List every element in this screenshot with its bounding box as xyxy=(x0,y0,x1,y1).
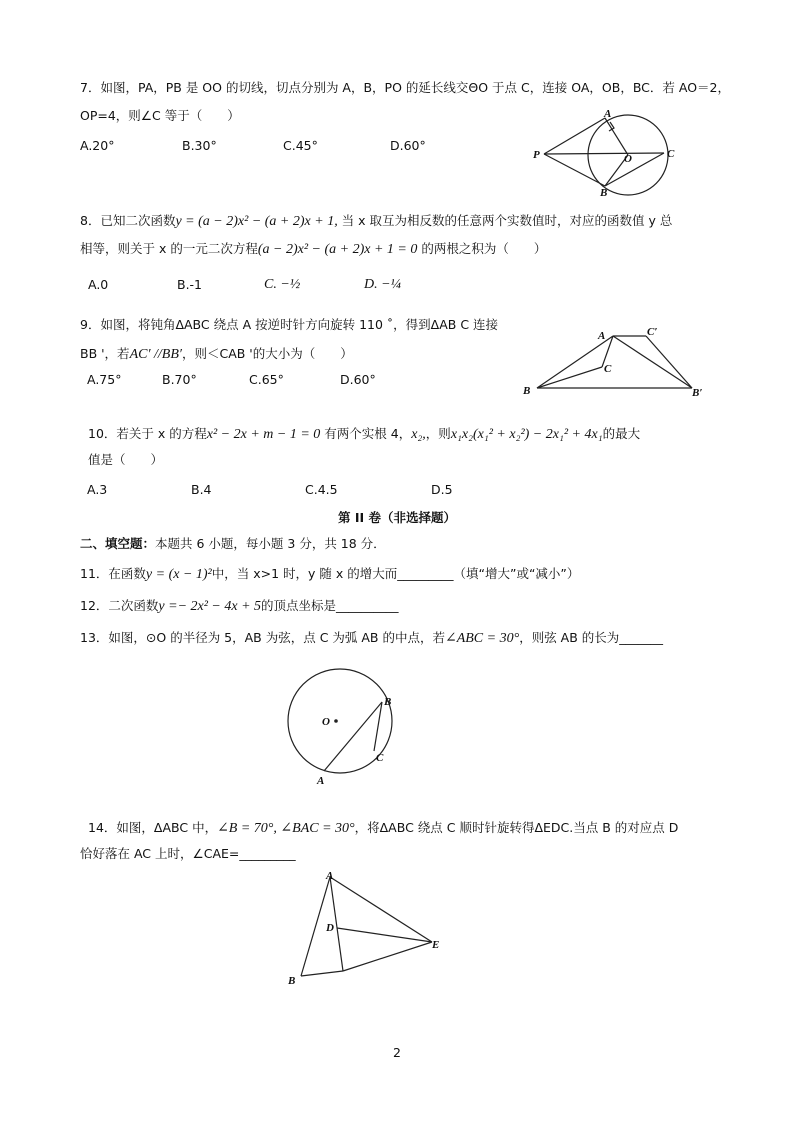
q13-label-c: C xyxy=(376,752,384,764)
q14-text: ，将ΔABC 绕点 C 顺时针旋转得ΔEDC.当点 B 的对应点 D xyxy=(354,820,679,835)
q8-stem-line1 xyxy=(80,213,672,230)
q7-option-c: C.45° xyxy=(283,138,318,153)
q9-text: ，则＜CAB '的大小为（ ） xyxy=(181,346,353,361)
part2-title: 第 II 卷（非选择题） xyxy=(337,510,456,525)
q8-function: y = (a − 2)x² − (a + 2)x + 1, xyxy=(175,214,338,229)
q8-option-b: B.-1 xyxy=(177,277,203,292)
q14-text: 14．如图，ΔABC 中， xyxy=(88,820,218,835)
q7-option-a: A.20° xyxy=(80,138,115,153)
q12-stem xyxy=(80,598,399,615)
q8-option-c: C. −½ xyxy=(264,277,301,292)
q10-expression: x₁x₂(x₁² + x₂²) − 2x₁² + 4x₁ xyxy=(450,427,603,442)
q13-text: ，则弦 AB 的长为_______ xyxy=(519,630,664,645)
q12-function: y =− 2x² − 4x + 5 xyxy=(158,599,262,614)
q8-text: 当 x 取互为相反数的任意两个实数值时，对应的函数值 y 总 xyxy=(337,213,673,228)
q10-text: 有两个实根 4， xyxy=(320,426,412,441)
q9-label-b: B xyxy=(523,385,531,397)
q9-figure xyxy=(520,322,720,402)
q9-option-b: B.70° xyxy=(162,372,197,387)
q10-option-a: A.3 xyxy=(87,482,108,497)
q8-stem-line2 xyxy=(80,241,546,258)
q9-parallel: AC′ //BB′ xyxy=(129,347,182,362)
q14-label-a: A xyxy=(326,870,334,882)
q10-root: x₂, xyxy=(411,427,426,442)
q13-label-b: B xyxy=(384,696,392,708)
q10-option-b: B.4 xyxy=(191,482,212,497)
q9-option-c: C.65° xyxy=(249,372,284,387)
q7-label-a: A xyxy=(604,108,612,120)
q9-text: BB '，若 xyxy=(80,346,130,361)
q9-stem-line2 xyxy=(80,346,353,363)
q12-text: 的顶点坐标是__________ xyxy=(261,598,399,613)
q7-stem-line2: OP=4，则∠C 等于（ ） xyxy=(80,108,240,123)
q7-figure xyxy=(530,108,690,198)
q10-equation: x² − 2x + m − 1 = 0 xyxy=(206,427,321,442)
q10-text: 10．若关于 x 的方程 xyxy=(88,426,207,441)
q7-label-c: C xyxy=(667,148,675,160)
q8-text: 相等，则关于 x 的一元二次方程 xyxy=(80,241,258,256)
q11-stem xyxy=(80,566,579,583)
q9-label-a: A xyxy=(598,330,606,342)
q14-angles: ∠B = 70°, ∠BAC = 30° xyxy=(217,821,355,836)
q14-stem-line1 xyxy=(88,820,678,837)
q10-option-c: C.4.5 xyxy=(305,482,338,497)
q8-option-d: D. −¼ xyxy=(364,277,402,292)
q7-label-o: O xyxy=(624,153,632,165)
section2-text: 本题共 6 小题，每小题 3 分，共 18 分． xyxy=(155,536,386,551)
q13-label-a: A xyxy=(317,775,325,787)
q14-label-e: E xyxy=(432,939,440,951)
q10-text: 的最大 xyxy=(602,426,641,441)
q10-stem-line1 xyxy=(88,426,640,443)
q11-text: 11．在函数 xyxy=(80,566,146,581)
q8-text: 8．已知二次函数 xyxy=(80,213,176,228)
q14-figure xyxy=(282,868,447,988)
q13-angle: ∠ABC = 30° xyxy=(444,631,520,646)
q10-option-d: D.5 xyxy=(431,482,453,497)
q13-text: 13．如图，⊙O 的半径为 5，AB 为弦，点 C 为弧 AB 的中点，若 xyxy=(80,630,445,645)
q8-text: 的两根之积为（ ） xyxy=(417,241,547,256)
q7-label-b: B xyxy=(600,187,608,199)
q12-text: 12．二次函数 xyxy=(80,598,159,613)
q9-stem-line1: 9．如图，将钝角ΔABC 绕点 A 按逆时针方向旋转 110 ˚，得到ΔAB C 连接 xyxy=(80,317,499,332)
page-number: 2 xyxy=(393,1045,401,1060)
q13-stem xyxy=(80,630,663,647)
q13-figure xyxy=(285,668,405,788)
q13-label-o: O xyxy=(322,716,330,728)
q7-option-d: D.60° xyxy=(390,138,426,153)
q9-option-d: D.60° xyxy=(340,372,376,387)
q11-function: y = (x − 1)² xyxy=(145,567,212,582)
section2-heading xyxy=(80,536,386,552)
q9-label-c-prime: C′ xyxy=(647,326,658,338)
q14-stem-line2: 恰好落在 AC 上时，∠CAE=_________ xyxy=(80,846,296,861)
q11-text: 中，当 x>1 时，y 随 x 的增大而_________（填“增大”或“减小”） xyxy=(211,566,580,581)
q9-label-c: C xyxy=(604,363,612,375)
q8-option-a: A.0 xyxy=(88,277,109,292)
section2-label: 二、填空题： xyxy=(80,536,156,551)
q10-text: ，则 xyxy=(425,426,451,441)
q10-stem-line2: 值是（ ） xyxy=(88,452,164,467)
q7-label-p: P xyxy=(533,149,540,161)
q9-option-a: A.75° xyxy=(87,372,122,387)
q7-stem-line1: 7．如图，PA，PB 是 OO 的切线，切点分别为 A，B，PO 的延长线交ΘO 于点 C，连接 OA，OB，BC．若 AO＝2， xyxy=(80,80,730,95)
q7-option-b: B.30° xyxy=(182,138,217,153)
q8-equation: (a − 2)x² − (a + 2)x + 1 = 0 xyxy=(257,242,418,257)
q9-label-b-prime: B′ xyxy=(692,387,703,399)
q14-label-d: D xyxy=(326,922,334,934)
q14-label-b: B xyxy=(288,975,296,987)
